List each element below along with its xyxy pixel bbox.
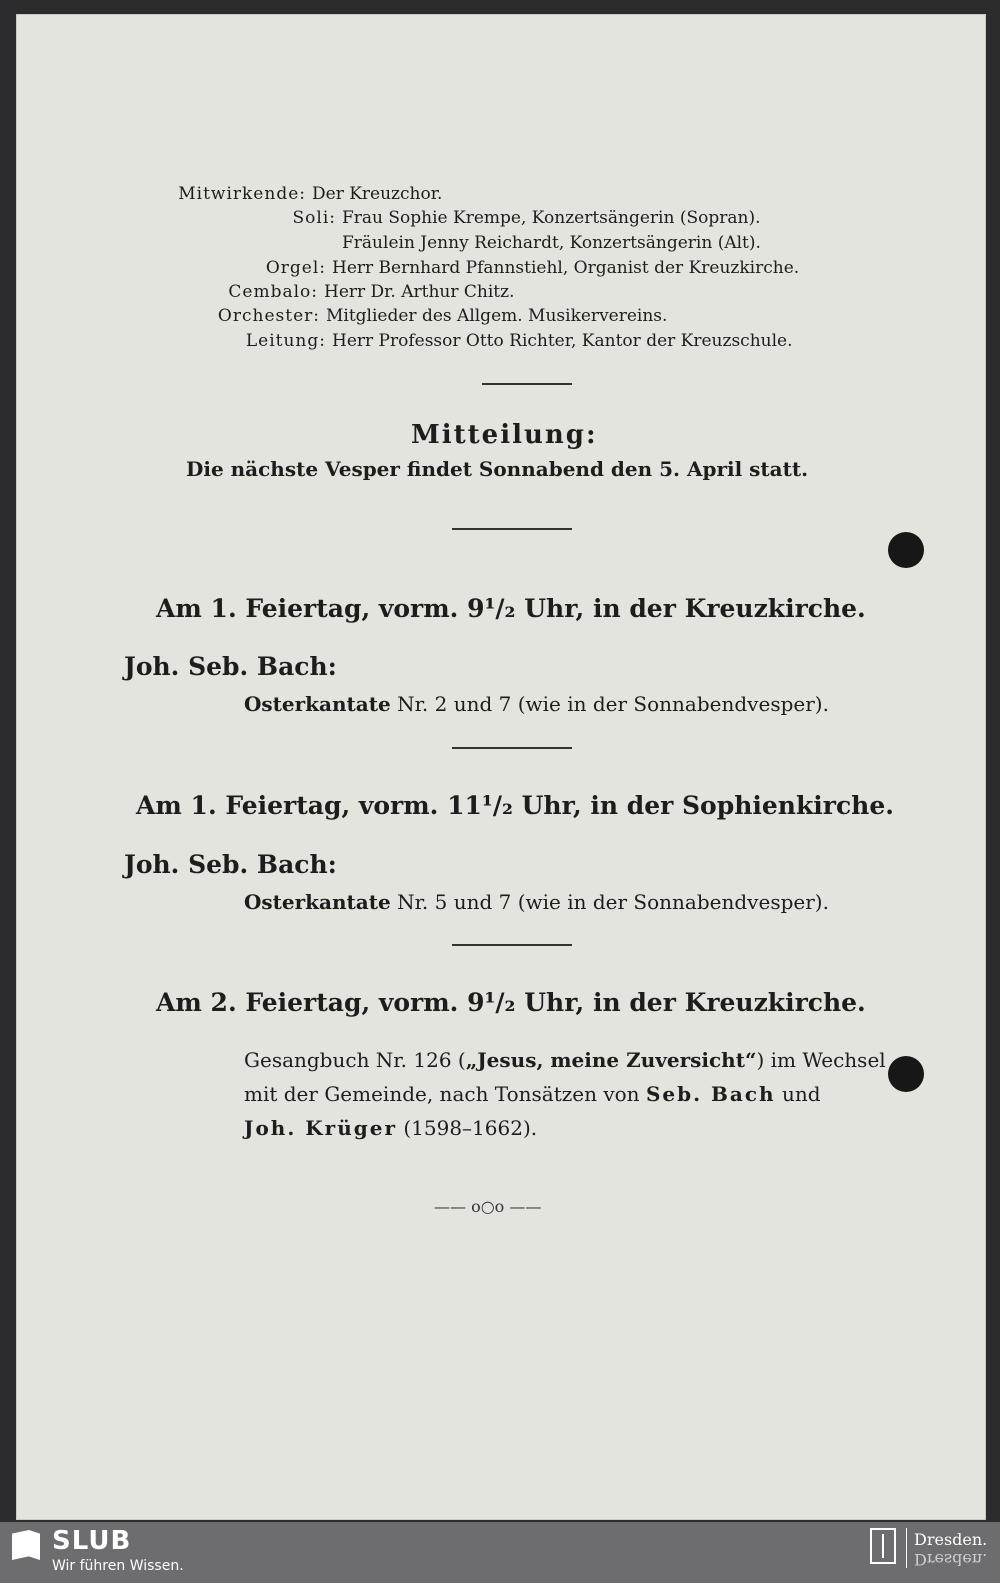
document-page <box>16 14 986 1520</box>
credit-value: Frau Sophie Krempe, Konzertsängerin (Sopran). <box>342 208 761 228</box>
credit-value: Fräulein Jenny Reichardt, Konzertsängerin (Alt). <box>342 233 761 253</box>
hymn-line <box>244 1082 821 1106</box>
service-heading: Am 1. Feiertag, vorm. 9¹/₂ Uhr, in der Kreuzkirche. <box>156 594 866 623</box>
work-detail: Nr. 5 und 7 (wie in der Sonnabendvesper). <box>397 890 829 914</box>
credit-value: Herr Professor Otto Richter, Kantor der Kreuzschule. <box>332 331 793 351</box>
credit-label: Orgel: <box>265 258 326 278</box>
credit-label: Orchester: <box>217 306 320 326</box>
service-heading: Am 1. Feiertag, vorm. 11¹/₂ Uhr, in der Sophienkirche. <box>136 791 894 820</box>
dresden-crest-icon <box>870 1528 896 1564</box>
slub-name[interactable]: SLUB <box>52 1526 132 1556</box>
hymn-line <box>244 1116 537 1140</box>
divider <box>482 383 572 385</box>
credit-label: Mitwirkende: <box>178 184 306 204</box>
dresden-logo[interactable]: Dresden. <box>914 1530 988 1549</box>
ornament: —— o○o —— <box>434 1197 542 1216</box>
work-title: Osterkantate <box>244 890 391 914</box>
hymn-text: Gesangbuch Nr. 126 ( <box>244 1048 466 1072</box>
hymn-text: ) im Wechsel <box>756 1048 886 1072</box>
credit-value: Herr Bernhard Pfannstiehl, Organist der Kreuzkirche. <box>332 258 800 278</box>
hymn-text: (1598–1662). <box>403 1116 538 1140</box>
work-detail: Nr. 2 und 7 (wie in der Sonnabendvesper). <box>397 692 829 716</box>
hymn-text: und <box>781 1082 821 1106</box>
divider <box>452 747 572 749</box>
notice-text: Die nächste Vesper findet Sonnabend den 5. April statt. <box>186 457 809 481</box>
credit-value: Der Kreuzchor. <box>312 184 443 204</box>
credit-label: Soli: <box>292 208 336 228</box>
service-detail <box>244 692 829 716</box>
composer: Joh. Seb. Bach: <box>124 652 337 681</box>
slub-tagline: Wir führen Wissen. <box>52 1558 184 1574</box>
service-heading: Am 2. Feiertag, vorm. 9¹/₂ Uhr, in der Kreuzkirche. <box>156 988 866 1017</box>
credit-value: Mitglieder des Allgem. Musikervereins. <box>326 306 668 326</box>
punch-hole <box>888 532 924 568</box>
credit-label: Leitung: <box>245 331 326 351</box>
hymn-line <box>244 1048 886 1072</box>
work-title: Osterkantate <box>244 692 391 716</box>
divider <box>452 528 572 530</box>
credit-label: Cembalo: <box>228 282 318 302</box>
divider <box>452 944 572 946</box>
credit-value: Herr Dr. Arthur Chitz. <box>324 282 515 302</box>
divider <box>906 1528 907 1568</box>
hymn-text: mit der Gemeinde, nach Tonsätzen von <box>244 1082 640 1106</box>
dresden-logo-mirror: Dresden. <box>914 1550 988 1569</box>
service-detail <box>244 890 829 914</box>
composer-name: Seb. Bach <box>645 1082 776 1106</box>
composer-name: Joh. Krüger <box>244 1116 397 1140</box>
composer: Joh. Seb. Bach: <box>124 850 337 879</box>
notice-title: Mitteilung: <box>411 420 598 450</box>
hymn-title: „Jesus, meine Zuversicht“ <box>465 1048 757 1072</box>
punch-hole <box>888 1056 924 1092</box>
footer-bar <box>0 1522 1000 1583</box>
slub-logo-icon <box>12 1530 40 1560</box>
